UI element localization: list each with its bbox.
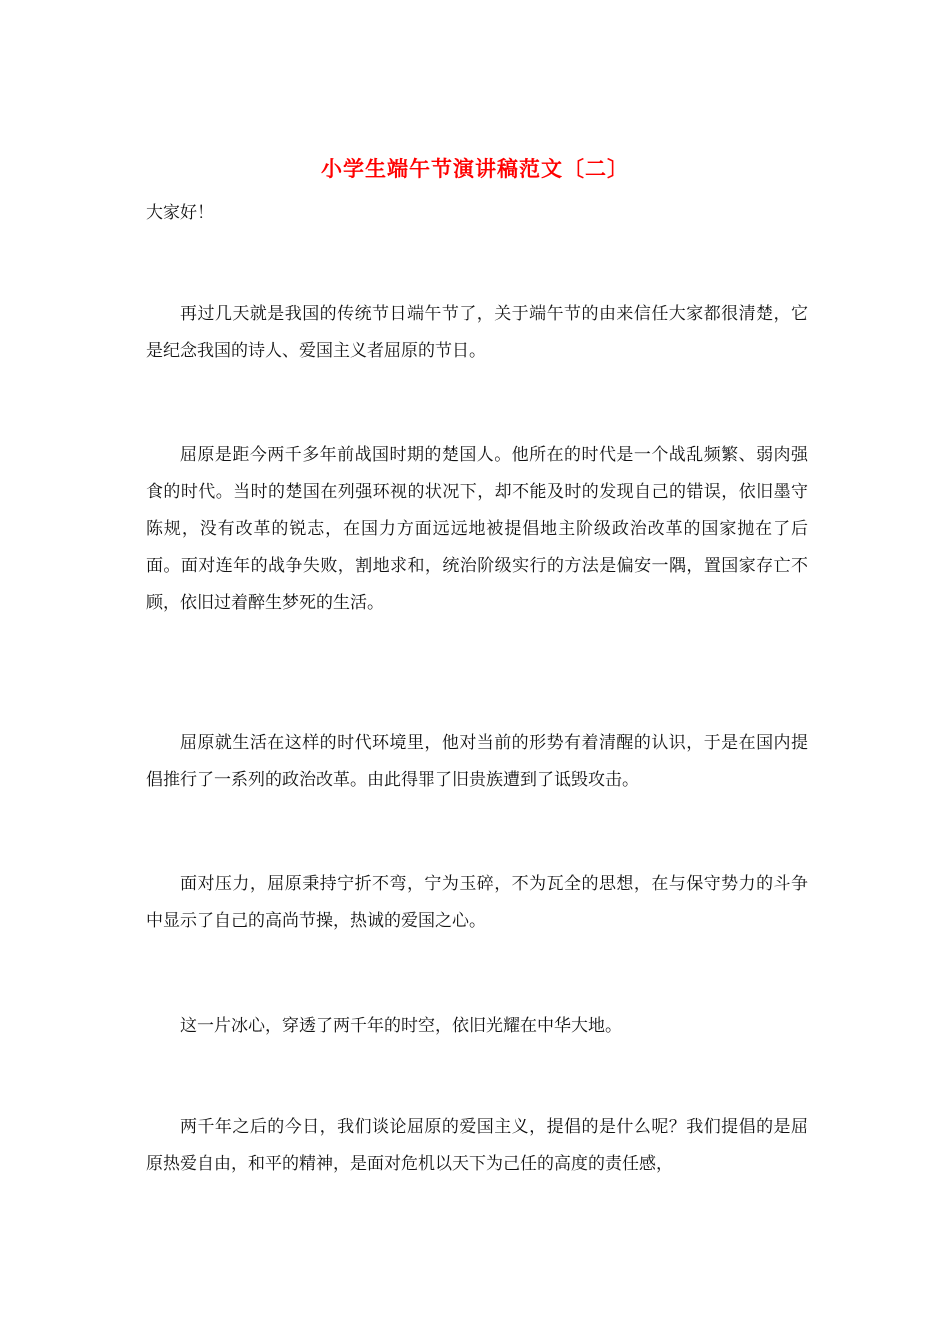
paragraph: 屈原就生活在这样的时代环境里，他对当前的形势有着清醒的认识，于是在国内提倡推行了一系列的政治改革。由此得罪了旧贵族遭到了诋毁攻击。 [146,733,808,790]
paragraph: 屈原是距今两千多年前战国时期的楚国人。他所在的时代是一个战乱频繁、弱肉强食的时代。当时的楚国在列强环视的状况下，却不能及时的发现自己的错误，依旧墨守陈规，没有改革的锐志，在国力方面远远地被提倡地主阶级政治改革的国家抛在了后面。面对连年的战争失败，割地求和，统治阶级实行的方法是偏安一隅，置国家存亡不顾，依旧过着醉生梦死的生活。 [146,445,808,613]
paragraph: 面对压力，屈原秉持宁折不弯，宁为玉碎，不为瓦全的思想，在与保守势力的斗争中显示了自己的高尚节操，热诚的爱国之心。 [146,874,808,931]
greeting-line: 大家好！ [146,203,214,223]
document-title: 小学生端午节演讲稿范文〔二〕 [321,156,629,181]
paragraph: 再过几天就是我国的传统节日端午节了，关于端午节的由来信任大家都很清楚，它是纪念我国的诗人、爱国主义者屈原的节日。 [146,304,808,361]
paragraph: 这一片冰心，穿透了两千年的时空，依旧光耀在中华大地。 [180,1016,622,1036]
paragraph: 两千年之后的今日，我们谈论屈原的爱国主义，提倡的是什么呢？我们提倡的是屈原热爱自由，和平的精神，是面对危机以天下为己任的高度的责任感， [146,1117,808,1174]
